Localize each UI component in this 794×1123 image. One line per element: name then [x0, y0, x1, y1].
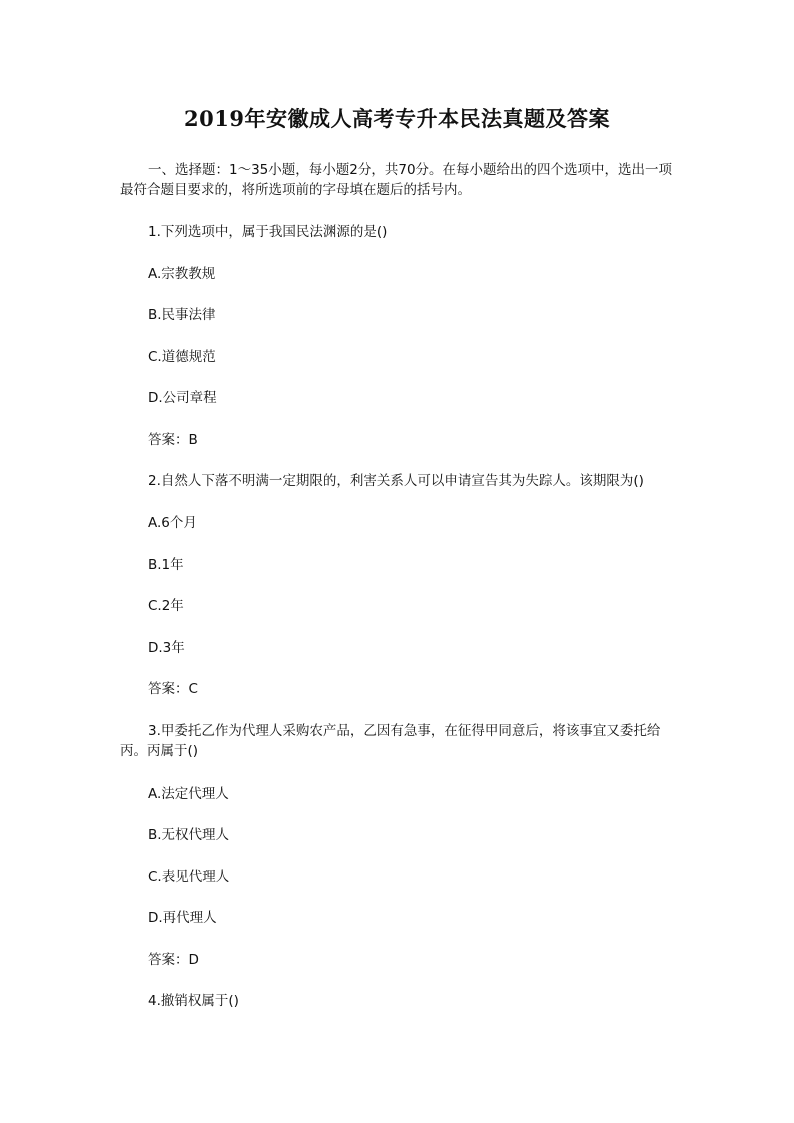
question-2-option-d: D.3年: [148, 640, 185, 656]
question-1-stem: 1.下列选项中，属于我国民法渊源的是(): [148, 224, 388, 240]
question-2-stem: 2.自然人下落不明满一定期限的，利害关系人可以申请宣告其为失踪人。该期限为(): [148, 473, 644, 489]
question-3-option-a: A.法定代理人: [148, 786, 229, 802]
question-4-stem: 4.撤销权属于(): [148, 993, 239, 1009]
question-1-answer: 答案：B: [148, 432, 198, 448]
section-instructions: 一、选择题：1～35小题，每小题2分，共70分。在每小题给出的四个选项中，选出一项最符合题目要求的，将所选项前的字母填在题后的括号内。: [120, 162, 673, 198]
question-3-answer: 答案：D: [148, 952, 199, 968]
question-1-option-a: A.宗教教规: [148, 266, 216, 282]
question-2-answer: 答案：C: [148, 681, 198, 697]
question-2-option-a: A.6个月: [148, 515, 197, 531]
question-3-option-b: B.无权代理人: [148, 827, 230, 843]
document-title: 2019年安徽成人高考专升本民法真题及答案: [184, 106, 610, 131]
question-3-stem: 3.甲委托乙作为代理人采购农产品，乙因有急事，在征得甲同意后，将该事宜又委托给丙。丙属于(): [120, 723, 661, 759]
question-2-option-c: C.2年: [148, 598, 184, 614]
question-3-option-d: D.再代理人: [148, 910, 217, 926]
question-1-option-d: D.公司章程: [148, 390, 217, 406]
question-1-option-b: B.民事法律: [148, 307, 216, 323]
question-3-option-c: C.表见代理人: [148, 869, 230, 885]
question-2-option-b: B.1年: [148, 557, 184, 573]
question-1-option-c: C.道德规范: [148, 349, 216, 365]
